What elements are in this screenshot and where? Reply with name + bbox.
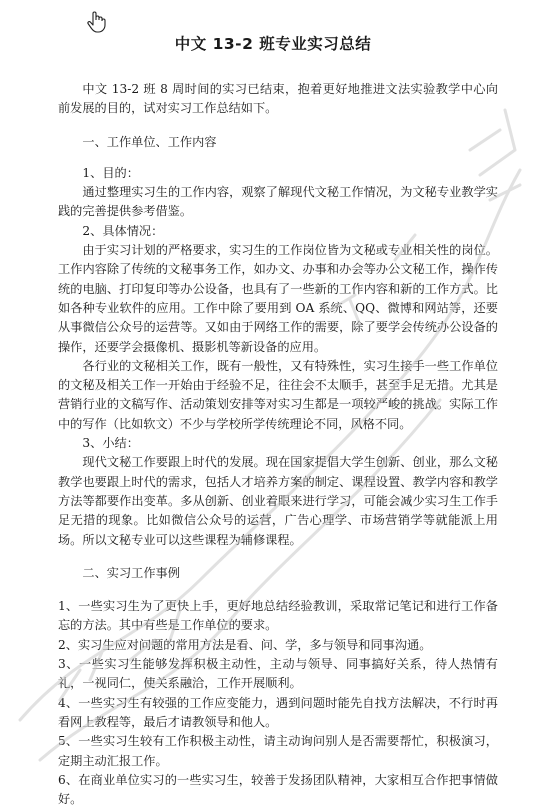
section2-heading: 二、实习工作事例 <box>82 565 180 580</box>
examples-list <box>58 597 498 809</box>
list-item: 2、实习生应对问题的常用方法是看、问、学，多与领导和同事沟通。 <box>58 637 432 652</box>
goal-text: 通过整理实习生的工作内容，观察了解现代文秘工作情况，为文秘专业教学实践的完善提供参考借鉴。 <box>58 185 498 219</box>
list-item: 3、一些实习生能够发挥积极主动性，主动与领导、同事搞好关系，待人热情有礼，一视同仁，使关系融洽，工作开展顺利。 <box>58 657 498 691</box>
list-item: 6、在商业单位实习的一些实习生，较善于发扬团队精神，大家相互合作把事情做好。 <box>58 772 498 807</box>
list-item: 4、一些实习生有较强的工作应变能力，遇到问题时能先自找方法解决，不行时再看网上教程等，最后才请教领导和他人。 <box>58 695 498 729</box>
document-title: 中文 13-2 班专业实习总结 <box>174 35 372 53</box>
detail-paragraph-1: 由于实习计划的严格要求，实习生的工作岗位皆为文秘或专业相关性的岗位。工作内容除了传统的文秘事务工作，如办文、办事和办会等办公文秘工作，操作传统的电脑、打印复印等办公设备，也具有了一些新的工作内容和新的工作方式。比如各种专业软件的应用。工作中除了要用到 OA 系统、QQ、微博和网站等，还要从事微信公众号的运营等。又如由于网络工作的需要，除了要学会传统办公设备的操作，还要学会摄像机、摄影机等新设备的应用。 <box>58 243 498 354</box>
summary-heading: 3、小结： <box>82 436 139 451</box>
intro-paragraph: 中文 13-2 班 8 周时间的实习已结束，抱着更好地推进文法实验教学中心向前发展的目的，试对实习工作总结如下。 <box>58 82 498 116</box>
detail-heading: 2、具体情况： <box>82 223 164 238</box>
goal-heading: 1、目的： <box>82 165 139 180</box>
document-body <box>58 80 498 809</box>
list-item: 5、一些实习生较有工作积极主动性，请主动询问别人是否需要帮忙，积极演习，定期主动汇报工作。 <box>58 734 498 768</box>
summary-text: 现代文秘工作要跟上时代的发展。现在国家提倡大学生创新、创业，那么文秘教学也要跟上时代的需求，包括人才培养方案的制定、课程设置、教学内容和教学方法等都要作出变革。多从创新、创业着眼来进行学习，可能会减少实习生工作手足无措的现象。比如微信公众号的运营，广告心理学、市场营销学等就能派上用场。所以文秘专业可以这些课程为辅修课程。 <box>58 455 498 547</box>
section1-heading: 一、工作单位、工作内容 <box>82 134 217 149</box>
list-item: 1、一些实习生为了更快上手，更好地总结经验教训，采取常记笔记和进行工作备忘的方法。其中有些是工作单位的要求。 <box>58 599 498 633</box>
detail-paragraph-2: 各行业的文秘相关工作，既有一般性，又有特殊性，实习生接手一些工作单位的文秘及相关工作一开始由于经验不足，往往会不太顺手，甚至手足无措。尤其是营销行业的文稿写作、活动策划安排等对实习生都是一项较严峻的挑战。实际工作中的写作（比如软文）不少与学校所学传统理论不同，风格不同。 <box>58 358 498 431</box>
hand-cursor-icon <box>86 10 108 34</box>
